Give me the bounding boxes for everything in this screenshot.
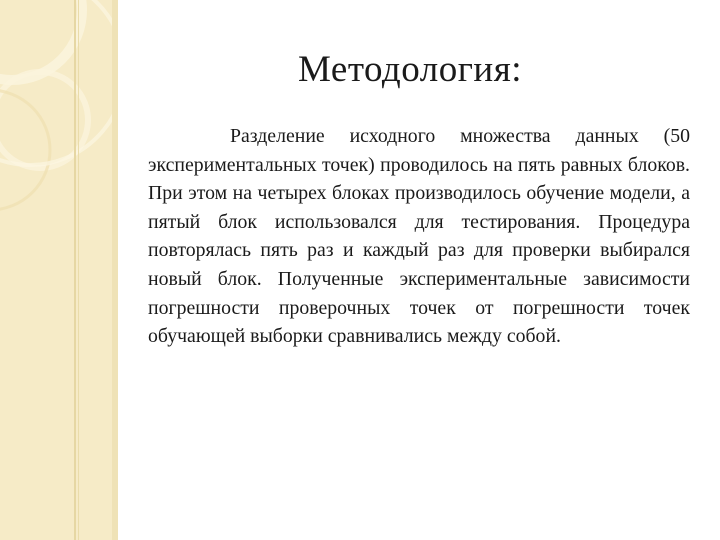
decorative-line bbox=[74, 0, 76, 540]
decorative-side-band bbox=[0, 0, 118, 540]
decorative-line bbox=[78, 0, 79, 540]
slide-body-text: Разделение исходного множества данных (50 экспериментальных точек) проводилось на пять равных блоков. При этом на четырех блоках производилось обучение модели, а пятый блок использовался для тестирования. Процедура повторялась пять раз и каждый раз для проверки выбирался новый блок. Полученные экспериментальные зависимости погрешности проверочных точек от погрешности точек обучающей выборки сравнивались между собой. bbox=[148, 125, 690, 348]
slide-title: Методология: bbox=[297, 49, 523, 90]
decorative-circles-icon bbox=[0, 0, 118, 540]
